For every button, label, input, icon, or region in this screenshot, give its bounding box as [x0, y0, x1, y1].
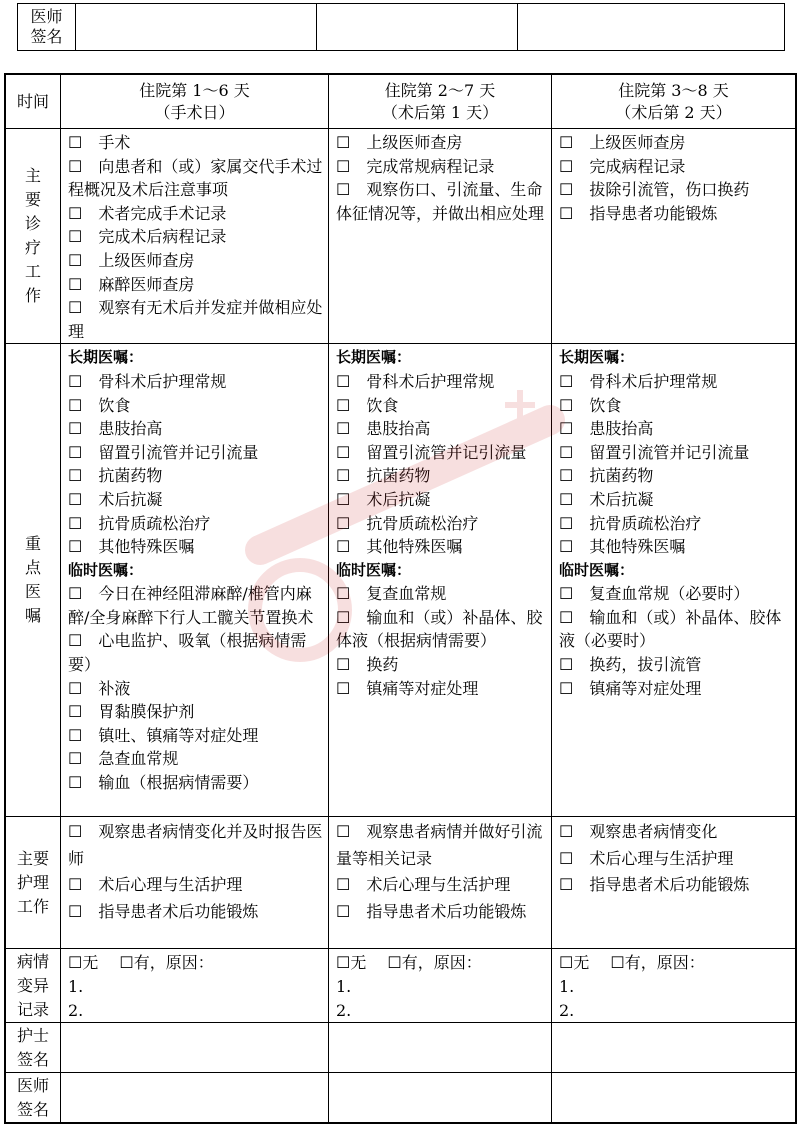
checklist-item[interactable]: ☐ 补液: [68, 678, 131, 698]
doctor-signature-cell[interactable]: [317, 4, 518, 51]
checklist-item[interactable]: ☐ 患肢抬高: [336, 419, 431, 439]
checklist-item[interactable]: ☐ 术后心理与生活护理: [68, 875, 243, 895]
variance-reason-1: 1.: [336, 976, 352, 996]
label-line: 工作: [16, 896, 49, 916]
variance-options[interactable]: ☐无 ☐有，原因：: [68, 953, 214, 973]
label-line: 医师: [16, 1075, 49, 1095]
checklist-item[interactable]: ☐ 上级医师查房: [68, 250, 195, 270]
checklist-item[interactable]: ☐ 向患者和（或）家属交代手术过程概况及术后注意事项: [68, 156, 323, 200]
checklist-item[interactable]: ☐ 手术: [68, 133, 131, 152]
diagnosis-cell-2[interactable]: [329, 129, 552, 344]
checklist-item[interactable]: ☐ 换药，拔引流管: [559, 655, 702, 675]
header-row: [6, 75, 796, 129]
checklist-item[interactable]: ☐ 术者完成手术记录: [68, 203, 227, 223]
nurse-signature-label: [6, 1023, 61, 1073]
checklist-item[interactable]: ☐ 今日在神经阻滞麻醉/椎管内麻醉/全身麻醉下行人工髋关节置换术: [68, 584, 314, 627]
checklist-item[interactable]: ☐ 术后抗凝: [559, 489, 654, 509]
checklist-item[interactable]: ☐ 留置引流管并记引流量: [559, 442, 750, 462]
doctor-signature-cell[interactable]: [552, 1073, 796, 1123]
label-line: 主: [24, 166, 41, 186]
checklist-item[interactable]: ☐ 完成术后病程记录: [68, 227, 227, 247]
nurse-signature-row: [6, 1023, 796, 1073]
checklist-item[interactable]: ☐ 骨科术后护理常规: [68, 371, 227, 391]
nursing-cell-2[interactable]: [329, 817, 552, 949]
checklist-item[interactable]: ☐ 观察患者病情变化并及时报告医师: [68, 822, 323, 868]
variance-reason-1: 1.: [559, 976, 575, 996]
checklist-item[interactable]: ☐ 观察有无术后并发症并做相应处理: [68, 298, 323, 341]
label-line: 工: [24, 262, 41, 282]
label-line: 护理: [16, 872, 49, 892]
variance-options[interactable]: ☐无 ☐有，原因：: [336, 953, 482, 973]
doctor-signature-label: [6, 1073, 61, 1123]
label-line: 护士: [16, 1025, 49, 1045]
diagnosis-cell-1[interactable]: [61, 129, 329, 344]
nursing-cell-1[interactable]: [61, 817, 329, 949]
label-line: 签名: [16, 1049, 49, 1069]
checklist-item[interactable]: ☐ 观察患者病情变化: [559, 822, 718, 842]
long-term-orders-title: 长期医嘱：: [68, 348, 144, 367]
label-line: 记录: [16, 999, 49, 1019]
checklist-item[interactable]: ☐ 术后心理与生活护理: [559, 848, 734, 868]
checklist-item[interactable]: ☐ 指导患者术后功能锻炼: [559, 875, 750, 895]
label-line: 签名: [16, 1099, 49, 1119]
checklist-item[interactable]: ☐ 术后心理与生活护理: [336, 875, 511, 895]
label-line: 诊: [24, 214, 41, 234]
clinical-pathway-table: [5, 74, 796, 1123]
checklist-item[interactable]: ☐ 术后抗凝: [336, 489, 431, 509]
checklist-item[interactable]: ☐ 输血和（或）补晶体、胶体液（必要时）: [559, 607, 782, 651]
checklist-item[interactable]: ☐ 完成常规病程记录: [336, 156, 495, 176]
variance-row: [6, 949, 796, 1023]
orders-cell-3[interactable]: [552, 344, 796, 817]
checklist-item[interactable]: ☐ 上级医师查房: [559, 133, 686, 152]
doctor-signature-label: [18, 4, 76, 51]
label-line: 医: [24, 582, 41, 602]
checklist-item[interactable]: ☐ 饮食: [559, 395, 622, 415]
doctor-signature-cell[interactable]: [329, 1073, 552, 1123]
checklist-item[interactable]: ☐ 急查血常规: [68, 749, 179, 769]
diagnosis-cell-3[interactable]: [552, 129, 796, 344]
checklist-item[interactable]: ☐ 抗骨质疏松治疗: [559, 513, 702, 533]
checklist-item[interactable]: ☐ 其他特殊医嘱: [559, 537, 686, 557]
label-line: 变异: [16, 975, 49, 995]
temporary-orders-title: 临时医嘱：: [336, 560, 412, 579]
checklist-item[interactable]: ☐ 拔除引流管，伤口换药: [559, 180, 750, 200]
temporary-orders-title: 临时医嘱：: [559, 560, 635, 579]
checklist-item[interactable]: ☐ 其他特殊医嘱: [336, 537, 463, 557]
checklist-item[interactable]: ☐ 输血和（或）补晶体、胶体液（根据病情需要）: [336, 607, 543, 651]
orders-row-label: [6, 344, 61, 817]
time-header: 时间: [6, 75, 61, 129]
variance-reason-2: 2.: [559, 1000, 575, 1020]
nursing-cell-3[interactable]: [552, 817, 796, 949]
checklist-item[interactable]: ☐ 麻醉医师查房: [68, 274, 195, 294]
checklist-item[interactable]: ☐ 上级医师查房: [336, 133, 463, 152]
checklist-item[interactable]: ☐ 指导患者术后功能锻炼: [68, 901, 259, 921]
variance-options[interactable]: ☐无 ☐有，原因：: [559, 953, 705, 973]
day-header-1-line1: 住院第 1～6 天: [139, 80, 250, 100]
checklist-item[interactable]: ☐ 患肢抬高: [68, 419, 163, 439]
variance-cell-3[interactable]: [552, 949, 796, 1023]
variance-cell-2[interactable]: [329, 949, 552, 1023]
nurse-signature-cell[interactable]: [61, 1023, 329, 1073]
label-line: 作: [24, 286, 41, 306]
doctor-signature-cell[interactable]: [518, 4, 785, 51]
day-header-1: [61, 75, 329, 129]
diagnosis-row: [6, 129, 796, 344]
checklist-item[interactable]: ☐ 指导患者术后功能锻炼: [336, 901, 527, 921]
day-header-3-line2: （术后第 2 天）: [615, 102, 732, 122]
doctor-signature-row: [6, 1073, 796, 1123]
checklist-item[interactable]: ☐ 完成病程记录: [559, 156, 686, 176]
checklist-item[interactable]: ☐ 其他特殊医嘱: [68, 537, 195, 557]
nurse-signature-cell[interactable]: [552, 1023, 796, 1073]
day-header-3: [552, 75, 796, 129]
variance-cell-1[interactable]: [61, 949, 329, 1023]
orders-cell-2[interactable]: [329, 344, 552, 817]
orders-cell-1[interactable]: [61, 344, 329, 817]
checklist-item[interactable]: ☐ 观察患者病情并做好引流量等相关记录: [336, 822, 543, 868]
label-line: 点: [24, 558, 41, 578]
variance-reason-2: 2.: [336, 1000, 352, 1020]
long-term-orders-title: 长期医嘱：: [559, 348, 635, 367]
label-line: 嘱: [24, 606, 41, 626]
long-term-orders-title: 长期医嘱：: [336, 348, 412, 367]
checklist-item[interactable]: ☐ 留置引流管并记引流量: [68, 442, 259, 462]
label-line: 重: [24, 534, 41, 554]
checklist-item[interactable]: ☐ 镇吐、镇痛等对症处理: [68, 725, 259, 745]
checklist-item[interactable]: ☐ 骨科术后护理常规: [559, 371, 718, 391]
checklist-item[interactable]: ☐ 复查血常规（必要时）: [559, 584, 750, 604]
checklist-item[interactable]: ☐ 复查血常规: [336, 584, 447, 604]
doctor-signature-label-text: [18, 7, 75, 47]
variance-reason-1: 1.: [68, 976, 84, 996]
day-header-1-line2: （手术日）: [154, 102, 235, 122]
day-header-2: [329, 75, 552, 129]
checklist-item[interactable]: ☐ 抗菌药物: [68, 466, 163, 486]
checklist-item[interactable]: ☐ 胃黏膜保护剂: [68, 702, 195, 722]
previous-table-fragment: [17, 3, 785, 51]
day-header-2-line2: （术后第 1 天）: [381, 102, 499, 122]
label-line: 病情: [16, 951, 49, 971]
doctor-signature-cell[interactable]: [61, 1073, 329, 1123]
day-header-2-line1: 住院第 2～7 天: [384, 80, 496, 100]
label-line: 主要: [16, 848, 49, 868]
diagnosis-row-label: [6, 129, 61, 344]
variance-reason-2: 2.: [68, 1000, 84, 1020]
checklist-item[interactable]: ☐ 饮食: [68, 395, 131, 415]
checklist-item[interactable]: ☐ 换药: [336, 655, 399, 675]
checklist-item[interactable]: ☐ 抗菌药物: [559, 466, 654, 486]
checklist-item[interactable]: ☐ 抗骨质疏松治疗: [336, 513, 479, 533]
checklist-item[interactable]: ☐ 术后抗凝: [68, 489, 163, 509]
checklist-item[interactable]: ☐ 观察伤口、引流量、生命体征情况等，并做出相应处理: [336, 180, 545, 223]
checklist-item[interactable]: ☐ 输血（根据病情需要）: [68, 773, 259, 793]
label-line: 签名: [30, 27, 63, 46]
checklist-item[interactable]: ☐ 留置引流管并记引流量: [336, 442, 527, 462]
checklist-item[interactable]: ☐ 镇痛等对症处理: [336, 678, 479, 698]
checklist-item[interactable]: ☐ 抗菌药物: [336, 466, 431, 486]
nursing-row: [6, 817, 796, 949]
temporary-orders-title: 临时医嘱：: [68, 560, 144, 579]
checklist-item[interactable]: ☐ 患肢抬高: [559, 419, 654, 439]
variance-row-label: [6, 949, 61, 1023]
checklist-item[interactable]: ☐ 骨科术后护理常规: [336, 371, 495, 391]
label-line: 医师: [30, 7, 63, 26]
day-header-3-line1: 住院第 3～8 天: [618, 80, 729, 100]
label-line: 要: [24, 190, 41, 210]
nursing-row-label: [6, 817, 61, 949]
orders-row: [6, 344, 796, 817]
doctor-signature-cell[interactable]: [76, 4, 317, 51]
checklist-item[interactable]: ☐ 饮食: [336, 395, 399, 415]
nurse-signature-cell[interactable]: [329, 1023, 552, 1073]
checklist-item[interactable]: ☐ 指导患者功能锻炼: [559, 203, 718, 223]
label-line: 疗: [24, 238, 41, 258]
checklist-item[interactable]: ☐ 抗骨质疏松治疗: [68, 513, 211, 533]
checklist-item[interactable]: ☐ 心电监护、吸氧（根据病情需要）: [68, 631, 307, 675]
checklist-item[interactable]: ☐ 镇痛等对症处理: [559, 678, 702, 698]
